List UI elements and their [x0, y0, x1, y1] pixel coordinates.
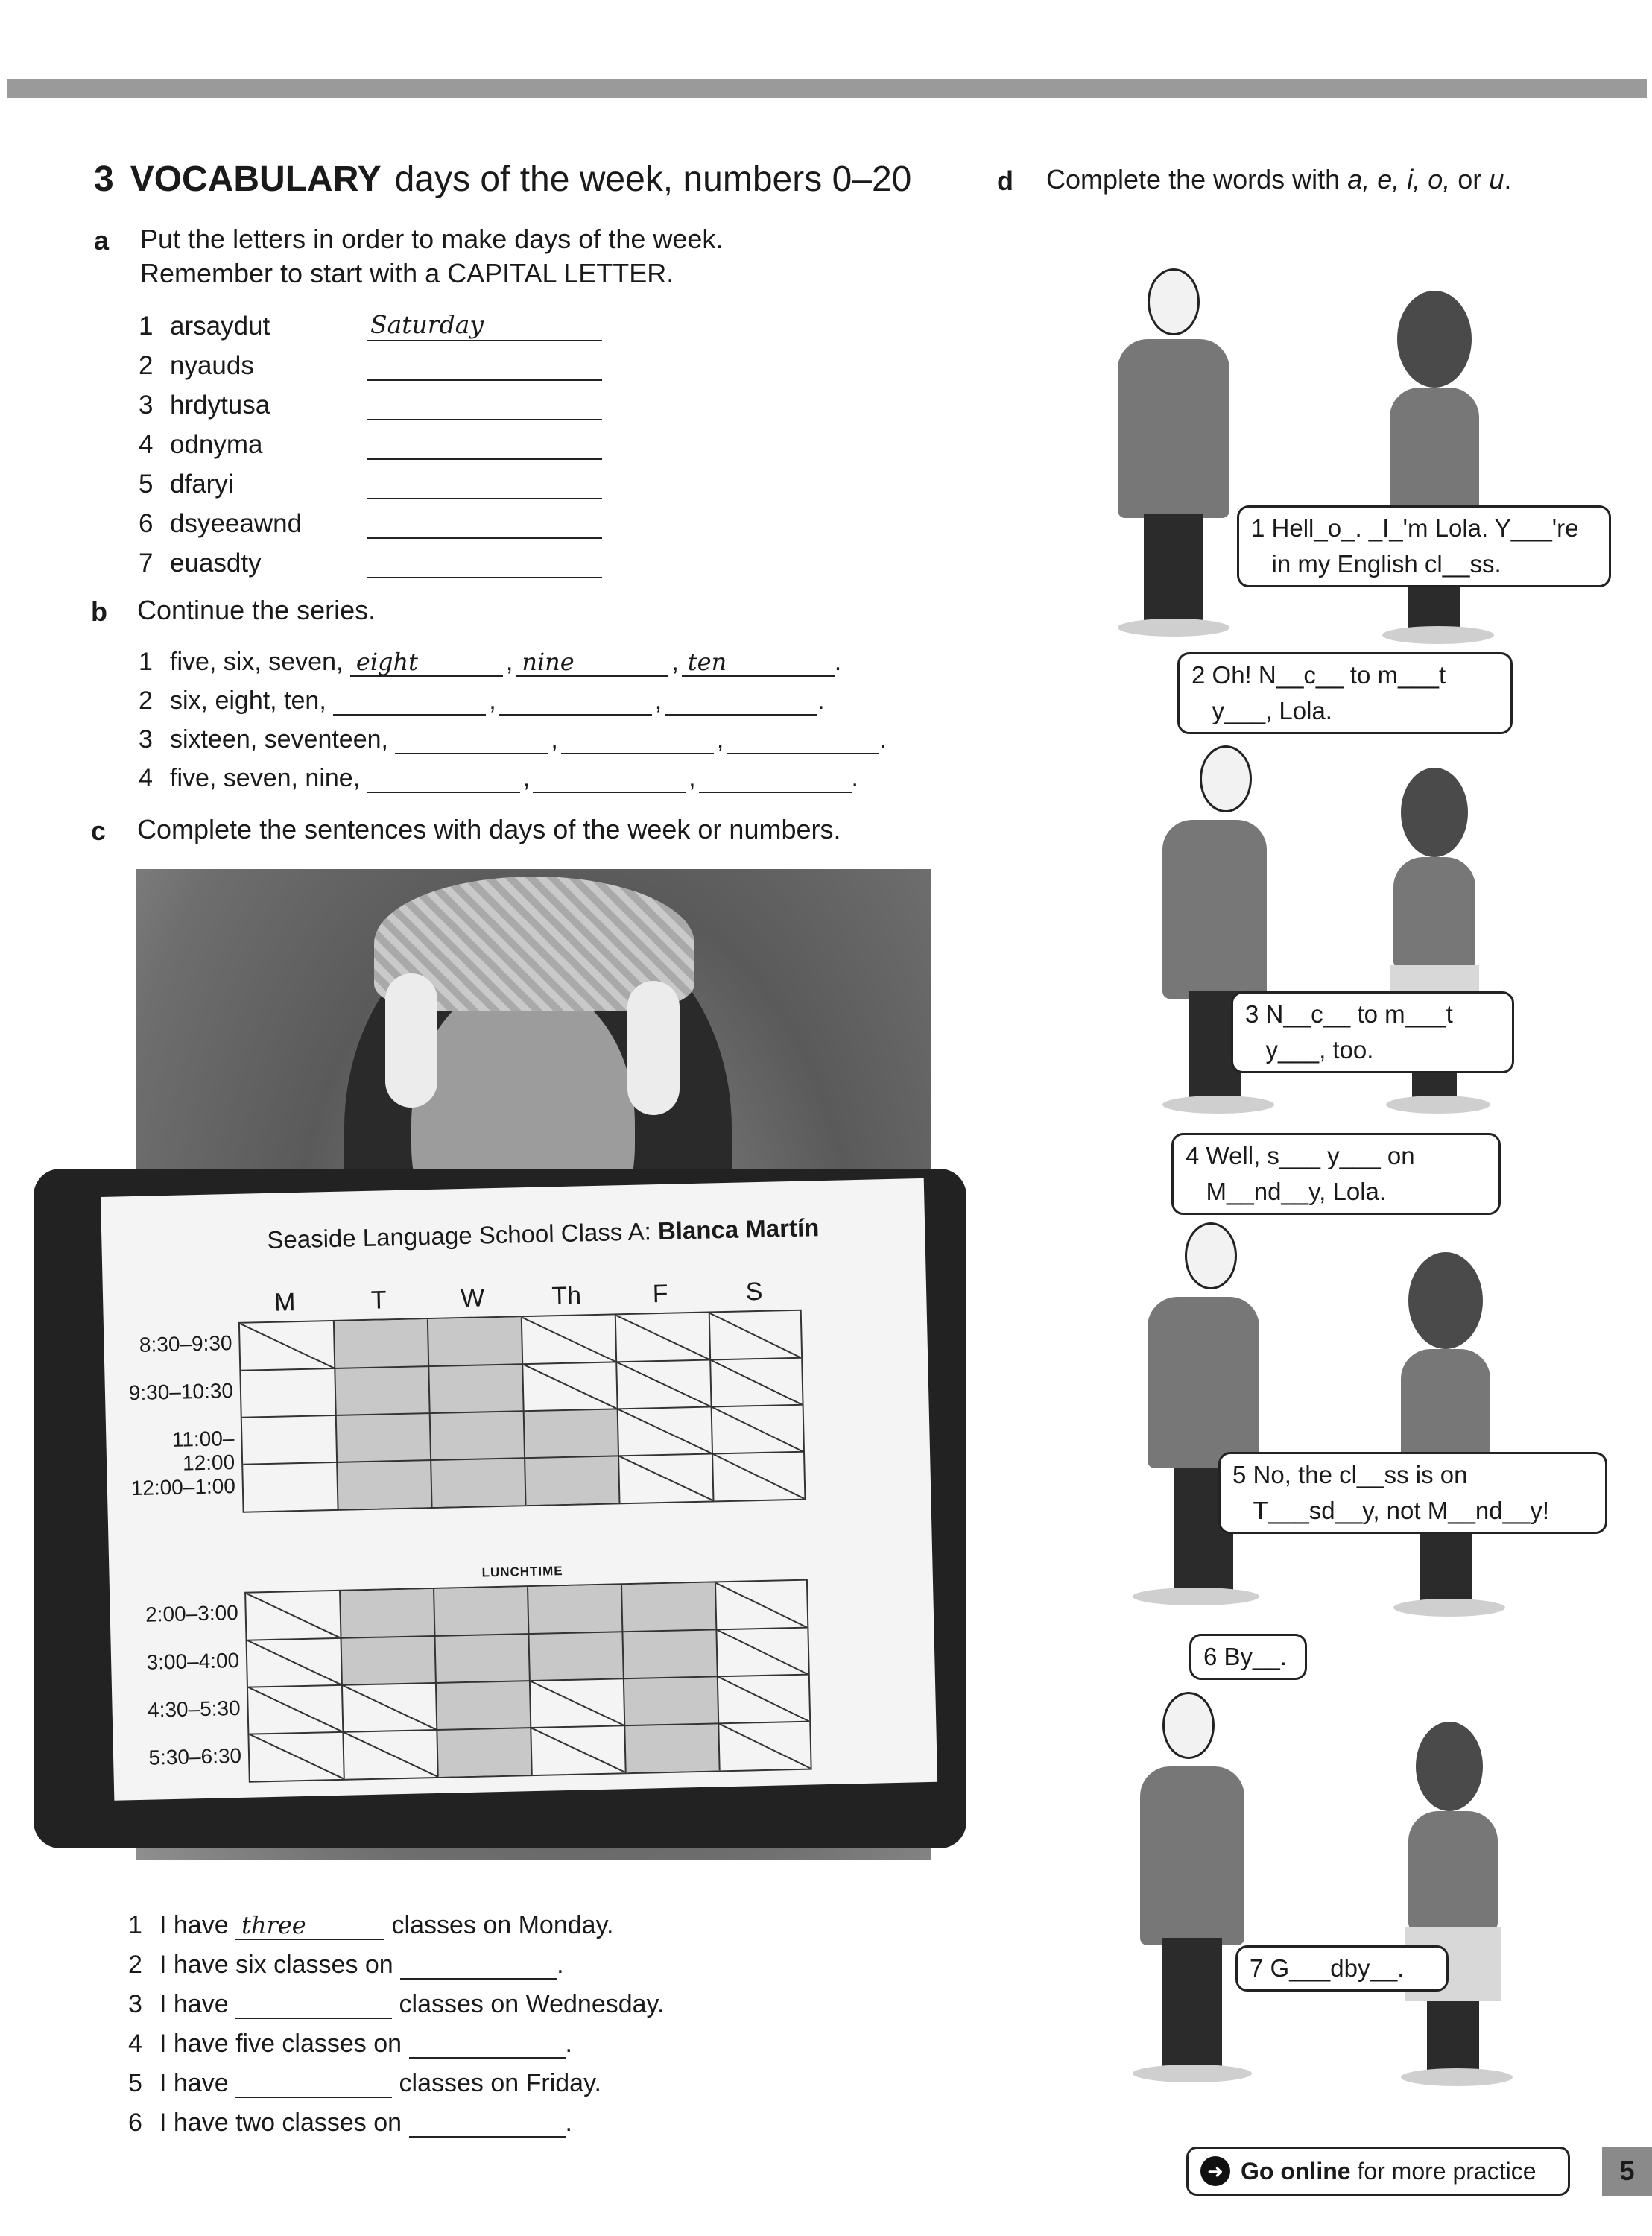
go-online-button[interactable]: ➜ Go online for more practice: [1186, 2147, 1570, 2196]
top-bar: [7, 79, 1647, 98]
answer-field[interactable]: [367, 348, 602, 381]
bubble-text: y___, too.: [1265, 1036, 1374, 1064]
answer-field[interactable]: [367, 388, 602, 420]
schedule-screen: [101, 1178, 937, 1801]
list-item: 4 I have five classes on .: [128, 2030, 572, 2058]
part-b-letter: b: [91, 596, 107, 627]
day-header: W: [460, 1283, 485, 1313]
answer-field[interactable]: [499, 686, 652, 716]
section-title: [94, 159, 911, 200]
answer-field[interactable]: [367, 427, 602, 460]
time-label: 11:00–12:00: [171, 1427, 235, 1475]
time-label: 12:00–1:00: [130, 1474, 236, 1500]
list-item: 3 sixteen, seventeen, , , .: [139, 725, 887, 754]
answer-field[interactable]: [561, 724, 714, 754]
bubble-text: y___, Lola.: [1212, 697, 1332, 724]
time-label: 2:00–3:00: [145, 1600, 239, 1626]
list-item: 5 dfaryi: [139, 460, 602, 499]
afternoon-grid: [244, 1579, 812, 1783]
answer-field[interactable]: [665, 686, 817, 716]
list-item: 4 odnyma: [139, 420, 602, 460]
list-item: 3 I have classes on Wednesday.: [128, 1990, 665, 2018]
part-a-instruction-2: Remember to start with a CAPITAL LETTER.: [140, 258, 674, 288]
list-item: 5 I have classes on Friday.: [128, 2069, 601, 2097]
part-c-letter: c: [91, 815, 107, 846]
answer-field[interactable]: [699, 763, 852, 793]
speech-bubble-7: 7 G___dby__.: [1235, 1945, 1449, 1992]
answer-field[interactable]: [409, 2029, 566, 2059]
section-vocab-label: VOCABULARY: [130, 160, 382, 199]
answer-field[interactable]: nine: [516, 647, 668, 677]
answer-field[interactable]: [533, 763, 686, 793]
day-header: S: [745, 1277, 763, 1307]
answer-field[interactable]: [367, 506, 602, 539]
speech-bubble-4: 4 Well, s___ y___ on M__nd__y, Lola.: [1171, 1133, 1501, 1215]
arrow-icon: ➜: [1200, 2156, 1230, 2186]
section-number: 3: [94, 160, 114, 199]
morning-grid: [238, 1310, 806, 1513]
list-item: 6 I have two classes on .: [128, 2109, 572, 2137]
bubble-text: G___dby__.: [1270, 1954, 1405, 1982]
list-item: 1 five, six, seven, eight , nine , ten .: [139, 648, 842, 676]
bubble-text: Oh! N__c__ to m___t: [1212, 661, 1446, 689]
bubble-text: No, the cl__ss is on: [1253, 1461, 1468, 1488]
list-item: 2 six, eight, ten, , , .: [139, 686, 825, 715]
answer-field[interactable]: [400, 1950, 557, 1980]
answer-field[interactable]: [727, 724, 879, 754]
bubble-text: Well, s___ y___ on: [1206, 1142, 1415, 1169]
time-label: 5:30–6:30: [148, 1743, 242, 1769]
answer-field[interactable]: ten: [682, 647, 835, 677]
bubble-text: N__c__ to m___t: [1265, 1000, 1453, 1028]
speech-bubble-3: 3 N__c__ to m___t y___, too.: [1231, 991, 1514, 1073]
list-item: 2 nyauds: [139, 341, 602, 381]
part-d-instruction: Complete the words with a, e, i, o, or u.: [1046, 164, 1512, 195]
speech-bubble-2: 2 Oh! N__c__ to m___t y___, Lola.: [1177, 652, 1513, 734]
speech-bubble-5: 5 No, the cl__ss is on T___sd__y, not M__nd__y!: [1218, 1452, 1607, 1534]
bubble-text: in my English cl__ss.: [1271, 550, 1501, 578]
part-a-letter: a: [94, 225, 110, 256]
answer-field[interactable]: [395, 724, 548, 754]
morning-grid-lines: [240, 1311, 805, 1512]
list-item: 1 I have three classes on Monday.: [128, 1911, 614, 1939]
answer-field[interactable]: eight: [350, 647, 503, 677]
section-topic: days of the week, numbers 0–20: [394, 160, 912, 199]
list-item: 4 five, seven, nine, , , .: [139, 764, 858, 792]
list-item: 7 euasdty: [139, 539, 602, 578]
answer-field[interactable]: [333, 686, 486, 716]
lunchtime-label: LUNCHTIME: [481, 1564, 563, 1580]
part-b-list: [139, 638, 887, 793]
day-header: F: [652, 1279, 668, 1309]
page-number: 5: [1602, 2147, 1652, 2196]
part-a-list: [139, 302, 602, 578]
day-header: T: [370, 1286, 387, 1315]
bubble-text: M__nd__y, Lola.: [1206, 1178, 1387, 1205]
speech-bubble-6: 6 By__.: [1189, 1634, 1307, 1680]
part-c-list: [128, 1901, 664, 2138]
day-header: Th: [551, 1281, 582, 1311]
part-b-instruction: Continue the series.: [137, 595, 376, 625]
time-label: 4:30–5:30: [147, 1696, 241, 1722]
time-label: 8:30–9:30: [139, 1331, 232, 1357]
list-item: 1 arsaydut Saturday: [139, 302, 602, 341]
list-item: 3 hrdytusa: [139, 381, 602, 420]
answer-field[interactable]: [235, 2068, 392, 2098]
afternoon-grid-lines: [246, 1581, 811, 1781]
answer-field[interactable]: [235, 1989, 392, 2019]
bubble-text: Hell_o_. _I_'m Lola. Y___'re: [1271, 514, 1579, 542]
time-label: 9:30–10:30: [128, 1379, 234, 1405]
part-a-instruction-1: Put the letters in order to make days of the week.: [140, 224, 724, 254]
answer-field[interactable]: [367, 763, 520, 793]
answer-field[interactable]: [367, 546, 602, 578]
bubble-text: T___sd__y, not M__nd__y!: [1253, 1497, 1549, 1524]
answer-field[interactable]: [409, 2108, 566, 2138]
list-item: 6 dsyeeawnd: [139, 499, 602, 539]
time-label: 3:00–4:00: [146, 1648, 240, 1674]
list-item: 2 I have six classes on .: [128, 1951, 564, 1979]
schedule-title: Seaside Language School Class A: Blanca Martín: [266, 1213, 820, 1254]
part-d-letter: d: [997, 165, 1013, 196]
part-c-instruction: Complete the sentences with days of the week or numbers.: [137, 814, 841, 844]
answer-field[interactable]: Saturday: [367, 309, 602, 341]
bubble-text: By__.: [1224, 1643, 1287, 1670]
day-header: M: [273, 1288, 296, 1317]
answer-field[interactable]: [367, 467, 602, 499]
speech-bubble-1: 1 Hell_o_. _I_'m Lola. Y___'re in my English cl__ss.: [1237, 505, 1611, 587]
answer-field[interactable]: three: [235, 1910, 384, 1940]
